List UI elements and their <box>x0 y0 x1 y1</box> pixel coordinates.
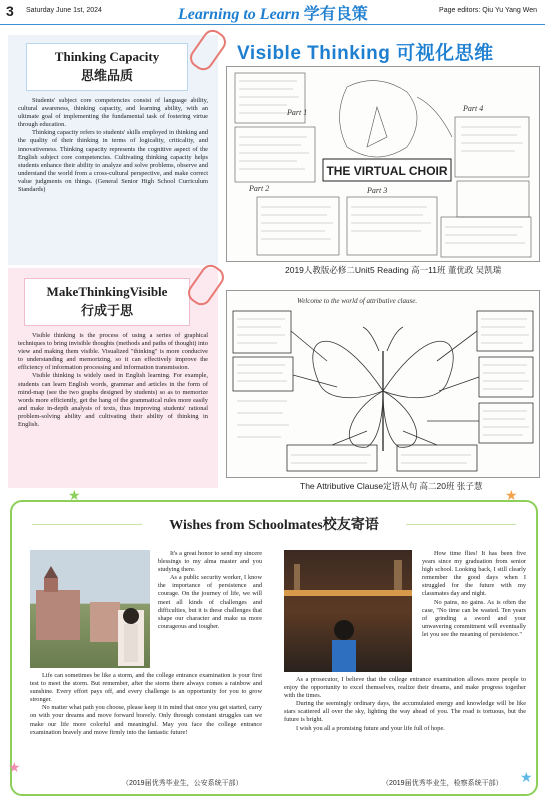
wishes-box <box>10 500 538 796</box>
paragraph: How time flies! It has been five years since my graduation from senior high school. Looking back, I still clearly remember the good days when I struggled for the future with my classmates day and night. <box>422 550 526 598</box>
page-header <box>0 0 545 25</box>
paragraph: I wish you all a promising future and your life full of hope. <box>296 724 445 732</box>
part-label: Part 4 <box>463 104 484 113</box>
paragraph: Thinking capacity refers to students' skills employed in thinking and the quality of their thinking in terms of logicality, criticality, and innovativeness. Thinking capacity represents the cognitive aspect of the English subject core competencies. Cultivating thinking capacity helps students enhance their ability to analyze and solve problems, observe and understand the world from a cross-cultural perspective, and make correct value judgments on things. (General Senior High School Curriculum Standards) <box>18 129 208 194</box>
star-icon: ★ <box>8 761 21 776</box>
mindmap-heading: THE VIRTUAL CHOIR <box>326 164 448 178</box>
paragraph: No matter what path you choose, please keep it in mind that once you get started, carry on with your dreams and move forward bravely. Only through constant struggles can we make our life more colorful and meaningful. May you face the college entrance examination bravely and move firmly into the fantastic future! <box>30 704 262 736</box>
section-title-cn: 学有良策 <box>303 6 368 23</box>
paragraph: Life can sometimes be like a storm, and the college entrance examination is your first test to meet the storm. But remember, after the storm there always comes a rainbow and sunshine. Every effort pays off, and every challenge is an opportunity for you to grow stronger. <box>30 672 262 704</box>
heading-cn: 行成于思 <box>80 303 133 318</box>
paragraph: As a public security worker, I know the importance of persistence and courage. On the journey of life, we will meet all kinds of challenges and difficulties, but it is these challenges that shape our character and make us more courageous and tougher. <box>158 574 262 630</box>
paperclip-icon <box>186 26 230 74</box>
heading-en: Thinking Capacity <box>54 49 160 64</box>
thinking-capacity-heading <box>26 43 188 91</box>
city-night-photo <box>284 550 412 672</box>
issue-date: Saturday June 1st, 2024 <box>26 7 102 14</box>
section-title-en: Learning to Learn <box>178 6 300 23</box>
make-thinking-text <box>18 332 208 429</box>
mindmap-drawing <box>227 67 539 261</box>
wishes-title: Wishes from Schoolmates校友寄语 <box>169 518 379 533</box>
page-number: 3 <box>6 3 14 19</box>
heading-en: MakeThinkingVisible <box>46 284 168 299</box>
left-signature: （2019届优秀毕业生，公安系统干部） <box>122 780 243 787</box>
photo-left <box>30 550 150 668</box>
paragraph: During the seemingly ordinary days, the accumulated energy and knowledge will be like stars scattered all over the sky, lighting the way ahead of you. The road is tortuous, but the future is bright. <box>284 700 526 724</box>
make-thinking-heading <box>24 278 190 326</box>
right-column-bottom <box>284 676 526 733</box>
star-icon: ★ <box>505 489 518 504</box>
paragraph: Visible thinking is the process of using a series of graphical techniques to bring invisible thoughts (methods and paths of thought) into view and making them visible. Visualized "thinking" is more conducive to understanding and memorizing, so it can effectively improve the efficiency of information processing and information transmission. <box>18 332 208 372</box>
left-column-bottom <box>30 672 262 737</box>
right-column-top <box>422 550 526 639</box>
paragraph: As a prosecutor, I believe that the college entrance examination allows more people to enjoy the opportunity to excel themselves, realize their dreams, and make progress together with the times. <box>284 676 526 700</box>
part-label: Part 3 <box>367 186 388 195</box>
star-icon: ★ <box>68 489 81 504</box>
paragraph: No pains, no gains. As is often the case, "No time can be wasted. Ten years of grinding a sword and your unwavering commitment will eventually let you see the meaning of persistence." <box>422 598 526 638</box>
thinking-capacity-text <box>18 97 208 194</box>
paperclip-icon <box>184 261 228 309</box>
part-label: Part 1 <box>287 108 308 117</box>
mindmap-heading: Welcome to the world of attributive clause. <box>297 297 418 305</box>
attributive-clause-mindmap <box>226 290 540 478</box>
thinking-capacity-box <box>8 35 218 265</box>
star-icon: ★ <box>520 771 533 786</box>
section-title <box>178 1 368 24</box>
paragraph: Visible thinking is widely used in English learning. For example, students can learn English words, grammar and articles in the form of mind-map (see the two graphs designed by students) so as to memorize words more efficiently, get the hang of the grammatical rules more easily and make in-depth analysis of texts, thus improving students' rational problem-solving ability and cultivating their ability of thinking in English. <box>18 372 208 429</box>
photo-right <box>284 550 412 672</box>
left-column-top <box>158 550 262 631</box>
make-thinking-visible-box <box>8 268 218 488</box>
right-signature: （2019届优秀毕业生，检察系统干部） <box>382 780 503 787</box>
page-editors: Page editors: Qiu Yu Yang Wen <box>439 7 537 14</box>
paragraph: Students' subject core competencies consist of language ability, cultural awareness, thinking capacity, and learning ability, with an ultimate goal of implementing the fundamental task of fostering virtue through education. <box>18 97 208 129</box>
virtual-choir-mindmap <box>226 66 540 262</box>
mindmap-caption: 2019人教版必修二Unit5 Reading 高一11班 董优政 吴凯瑞 <box>285 265 502 275</box>
butterfly-drawing <box>227 291 539 477</box>
mindmap-caption: The Attributive Clause定语从句 高二20班 张子慧 <box>300 481 483 491</box>
castle-photo <box>30 550 150 668</box>
visible-thinking-title: Visible Thinking 可视化思维 <box>237 43 494 64</box>
paragraph: It's a great honor to send my sincere blessings to my alma master and you studying there. <box>158 550 262 574</box>
part-label: Part 2 <box>249 184 270 193</box>
heading-cn: 思维品质 <box>80 68 133 83</box>
